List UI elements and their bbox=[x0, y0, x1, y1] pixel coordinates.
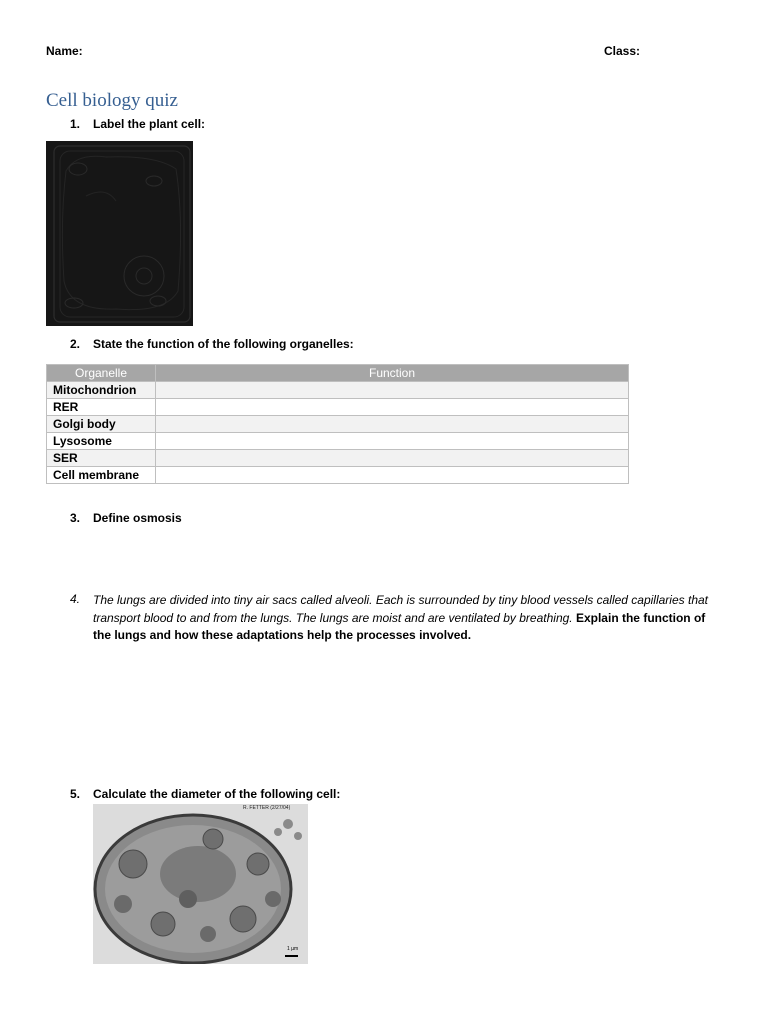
page-title: Cell biology quiz bbox=[46, 90, 178, 111]
header-function: Function bbox=[156, 365, 629, 382]
plant-cell-outline bbox=[46, 141, 193, 326]
micrograph-credit: R. FETTER (2/27/04) bbox=[243, 805, 291, 811]
function-answer-cell[interactable] bbox=[156, 467, 629, 484]
organelle-table bbox=[46, 364, 629, 484]
organelle-name: SER bbox=[47, 450, 156, 467]
q4-block bbox=[93, 592, 713, 645]
function-answer-cell[interactable] bbox=[156, 450, 629, 467]
organelle-name: Cell membrane bbox=[47, 467, 156, 484]
q3-text: Define osmosis bbox=[93, 511, 182, 525]
table-row bbox=[47, 433, 629, 450]
scale-bar-label: 1 µm bbox=[287, 946, 299, 952]
function-answer-cell[interactable] bbox=[156, 382, 629, 399]
function-answer-cell[interactable] bbox=[156, 399, 629, 416]
table-header-row bbox=[47, 365, 629, 382]
q5-text: Calculate the diameter of the following cell: bbox=[93, 787, 341, 801]
class-label: Class: bbox=[604, 44, 641, 58]
q2-text: State the function of the following organelles: bbox=[93, 337, 354, 351]
table-row bbox=[47, 416, 629, 433]
q4-context: The lungs are divided into tiny air sacs called alveoli. Each is surrounded by tiny blood vessels called capillaries that transport blood to and from the lungs. The lungs are moist and are ventilated by breathing. bbox=[93, 593, 708, 625]
plant-cell-diagram bbox=[46, 141, 193, 326]
q1-number: 1. bbox=[69, 117, 80, 131]
function-answer-cell[interactable] bbox=[156, 433, 629, 450]
q3-number: 3. bbox=[69, 511, 80, 525]
name-label: Name: bbox=[46, 44, 83, 58]
organelle-name: Lysosome bbox=[47, 433, 156, 450]
q4-text: Explain the function of the lungs and how these adaptations help the processes involved. bbox=[93, 610, 706, 642]
organelle-name: Mitochondrion bbox=[47, 382, 156, 399]
organelle-name: Golgi body bbox=[47, 416, 156, 433]
function-answer-cell[interactable] bbox=[156, 416, 629, 433]
table-row bbox=[47, 382, 629, 399]
header-organelle: Organelle bbox=[47, 365, 156, 382]
organelle-name: RER bbox=[47, 399, 156, 416]
table-row bbox=[47, 399, 629, 416]
table-row bbox=[47, 467, 629, 484]
q1-text: Label the plant cell: bbox=[93, 117, 206, 131]
q4-number: 4. bbox=[69, 592, 80, 606]
micrograph-image bbox=[93, 804, 308, 964]
table-row bbox=[47, 450, 629, 467]
q2-number: 2. bbox=[69, 337, 80, 351]
cell-micrograph bbox=[93, 804, 308, 964]
q5-number: 5. bbox=[69, 787, 80, 801]
